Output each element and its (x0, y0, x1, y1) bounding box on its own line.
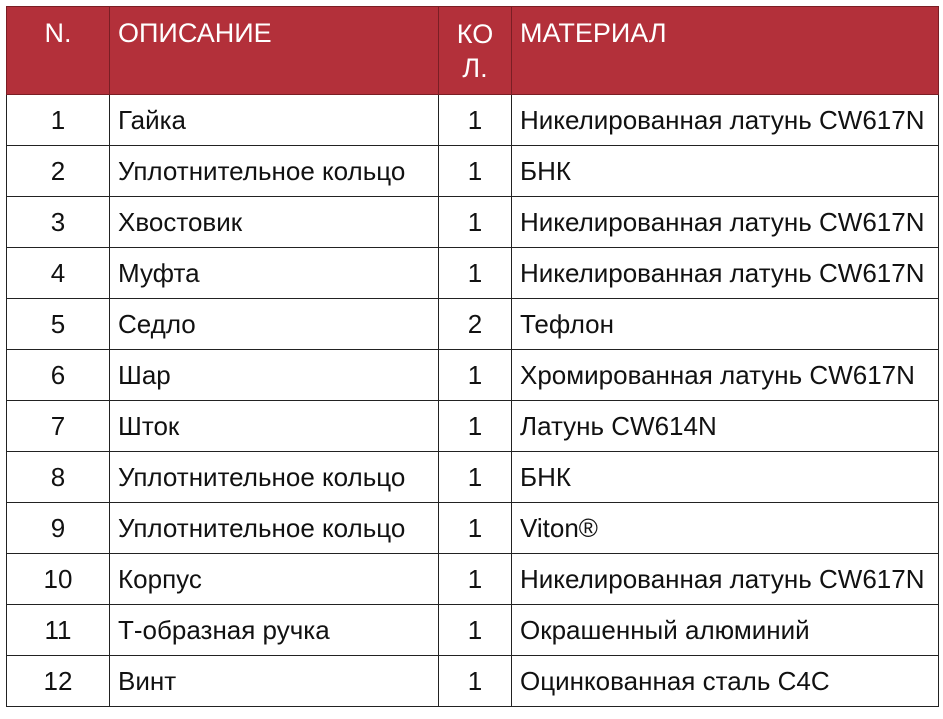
table-row (7, 605, 939, 656)
cell-material: Хромированная латунь CW617N (512, 350, 939, 401)
table-row (7, 95, 939, 146)
cell-material: Никелированная латунь CW617N (512, 554, 939, 605)
cell-qty: 1 (439, 656, 512, 707)
cell-description: Муфта (110, 248, 439, 299)
cell-material: Оцинкованная сталь С4С (512, 656, 939, 707)
table-row (7, 248, 939, 299)
cell-qty: 1 (439, 401, 512, 452)
cell-qty: 1 (439, 197, 512, 248)
cell-num: 10 (7, 554, 110, 605)
cell-material: Никелированная латунь CW617N (512, 197, 939, 248)
cell-material: Тефлон (512, 299, 939, 350)
cell-qty: 1 (439, 554, 512, 605)
table-row (7, 197, 939, 248)
table-row (7, 656, 939, 707)
cell-num: 2 (7, 146, 110, 197)
cell-material: Никелированная латунь CW617N (512, 95, 939, 146)
cell-qty: 1 (439, 452, 512, 503)
cell-qty: 1 (439, 95, 512, 146)
cell-num: 7 (7, 401, 110, 452)
cell-description: Т-образная ручка (110, 605, 439, 656)
table-row (7, 452, 939, 503)
cell-material: Латунь CW614N (512, 401, 939, 452)
cell-description: Шток (110, 401, 439, 452)
header-qty (439, 7, 512, 95)
header-qty-label: КОЛ. (456, 19, 494, 83)
cell-material: Никелированная латунь CW617N (512, 248, 939, 299)
table-row (7, 554, 939, 605)
cell-material: БНК (512, 146, 939, 197)
cell-num: 5 (7, 299, 110, 350)
table-row (7, 299, 939, 350)
cell-num: 12 (7, 656, 110, 707)
cell-description: Шар (110, 350, 439, 401)
cell-qty: 2 (439, 299, 512, 350)
table-row (7, 146, 939, 197)
cell-num: 1 (7, 95, 110, 146)
table-header (7, 7, 939, 95)
header-num: N. (7, 7, 110, 95)
cell-material: Viton® (512, 503, 939, 554)
table-row (7, 503, 939, 554)
table-body (7, 95, 939, 707)
cell-description: Хвостовик (110, 197, 439, 248)
cell-num: 4 (7, 248, 110, 299)
cell-description: Гайка (110, 95, 439, 146)
cell-num: 6 (7, 350, 110, 401)
cell-description: Уплотнительное кольцо (110, 452, 439, 503)
cell-qty: 1 (439, 503, 512, 554)
cell-num: 8 (7, 452, 110, 503)
cell-description: Уплотнительное кольцо (110, 503, 439, 554)
cell-description: Корпус (110, 554, 439, 605)
cell-qty: 1 (439, 350, 512, 401)
header-description: ОПИСАНИЕ (110, 7, 439, 95)
parts-table (6, 6, 939, 707)
cell-num: 11 (7, 605, 110, 656)
table-row (7, 401, 939, 452)
header-row (7, 7, 939, 95)
table-row (7, 350, 939, 401)
header-material: МАТЕРИАЛ (512, 7, 939, 95)
cell-material: БНК (512, 452, 939, 503)
cell-description: Винт (110, 656, 439, 707)
cell-description: Уплотнительное кольцо (110, 146, 439, 197)
cell-qty: 1 (439, 248, 512, 299)
cell-material: Окрашенный алюминий (512, 605, 939, 656)
cell-description: Седло (110, 299, 439, 350)
cell-qty: 1 (439, 605, 512, 656)
cell-num: 9 (7, 503, 110, 554)
cell-qty: 1 (439, 146, 512, 197)
cell-num: 3 (7, 197, 110, 248)
